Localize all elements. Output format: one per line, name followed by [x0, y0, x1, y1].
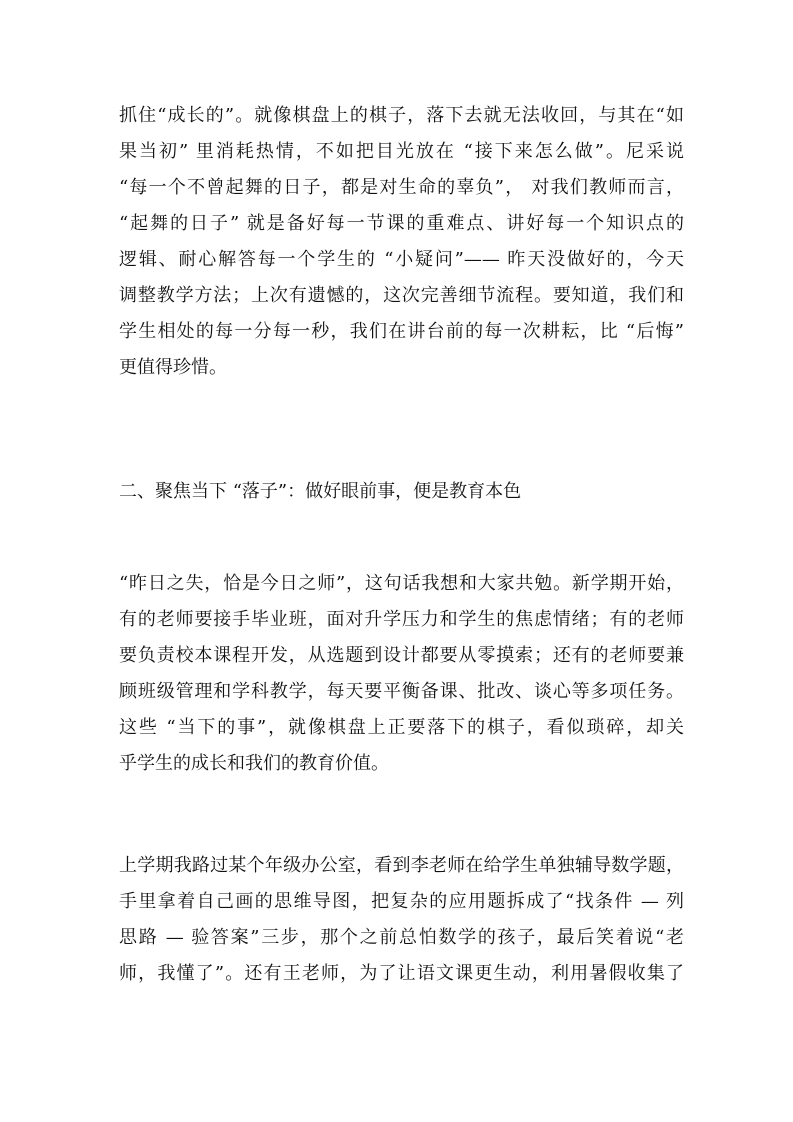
text-line: “每一个不曾起舞的日子，都是对生命的辜负”， 对我们教师而言， — [119, 177, 684, 198]
text-line: 乎学生的成长和我们的教育价值。 — [119, 753, 389, 774]
paragraph-new-semester — [119, 566, 684, 782]
paragraph-last-semester — [119, 848, 684, 992]
text-line: 果当初” 里消耗热情，不如把目光放在 “接下来怎么做”。尼采说 — [119, 141, 684, 162]
paragraph-teacher-reflection — [119, 98, 684, 386]
text-line: 学生相处的每一分每一秒，我们在讲台前的每一次耕耘，比 “后悔” — [119, 321, 684, 342]
text-line: 思路 — 验答案”三步，那个之前总怕数学的孩子，最后笑着说“老 — [119, 927, 684, 948]
text-line: 抓住“成长的”。就像棋盘上的棋子，落下去就无法收回，与其在“如 — [119, 105, 684, 126]
text-line: 手里拿着自己画的思维导图，把复杂的应用题拆成了“找条件 — 列 — [119, 891, 684, 912]
text-line: 上学期我路过某个年级办公室，看到李老师在给学生单独辅导数学题， — [119, 855, 684, 876]
text-line: 要负责校本课程开发，从选题到设计都要从零摸索；还有的老师要兼 — [119, 645, 684, 666]
text-line: 这些 “当下的事”，就像棋盘上正要落下的棋子，看似琐碎，却关 — [119, 717, 684, 738]
heading-line: 二、聚焦当下 “落子”：做好眼前事，便是教育本色 — [119, 481, 522, 502]
text-line: “昨日之失，恰是今日之师”，这句话我想和大家共勉。新学期开始， — [119, 573, 684, 594]
text-line: 更值得珍惜。 — [119, 357, 227, 378]
text-line: 调整教学方法；上次有遗憾的，这次完善细节流程。要知道，我们和 — [119, 285, 684, 306]
text-line: “起舞的日子” 就是备好每一节课的重难点、讲好每一个知识点的 — [119, 213, 684, 234]
section-heading — [119, 474, 684, 510]
text-line: 师，我懂了”。还有王老师，为了让语文课更生动，利用暑假收集了 — [119, 963, 684, 984]
text-line: 逻辑、耐心解答每一个学生的 “小疑问”—— 昨天没做好的，今天 — [119, 249, 684, 270]
text-line: 有的老师要接手毕业班，面对升学压力和学生的焦虑情绪；有的老师 — [119, 609, 684, 630]
text-line: 顾班级管理和学科教学，每天要平衡备课、批改、谈心等多项任务。 — [119, 681, 684, 702]
